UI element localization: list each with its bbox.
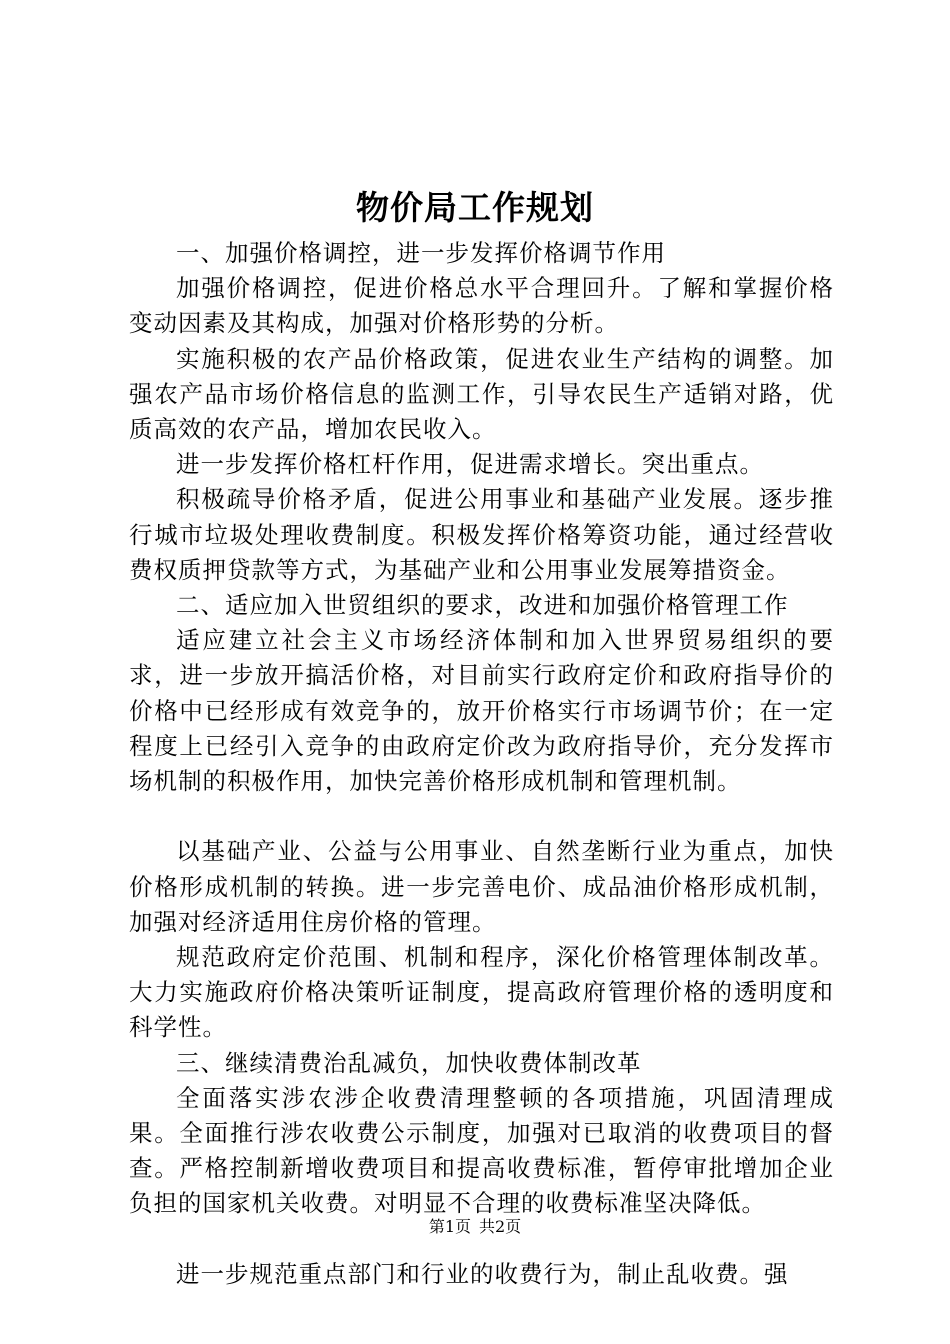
page-total: 共2页 (479, 1217, 522, 1236)
section-heading-2: 二、适应加入世贸组织的要求，改进和加强价格管理工作 (176, 591, 789, 620)
paragraph: 进一步规范重点部门和行业的收费行为，制止乱收费。强 (176, 1259, 789, 1288)
section-heading-3: 三、继续清费治乱减负，加快收费体制改革 (176, 1048, 642, 1077)
page-footer (0, 1216, 950, 1238)
paragraph: 实施积极的农产品价格政策，促进农业生产结构的调整。加强农产品市场价格信息的监测工作，引导农民生产适销对路，优质高效的农产品，增加农民收入。 (129, 344, 834, 444)
paragraph: 以基础产业、公益与公用事业、自然垄断行业为重点，加快价格形成机制的转换。进一步完善电价、成品油价格形成机制，加强对经济适用住房价格的管理。 (129, 837, 834, 936)
paragraph: 适应建立社会主义市场经济体制和加入世界贸易组织的要求，进一步放开搞活价格，对目前实行政府定价和政府指导价的价格中已经形成有效竞争的，放开价格实行市场调节价；在一定程度上已经引入竞争的由政府定价改为政府指导价，充分发挥市场机制的积极作用，加快完善价格形成机制和管理机制。 (129, 626, 834, 796)
paragraph: 规范政府定价范围、机制和程序，深化价格管理体制改革。大力实施政府价格决策听证制度，提高政府管理价格的透明度和科学性。 (129, 943, 834, 1042)
document-title: 物价局工作规划 (356, 188, 594, 227)
page-number: 第1页 (428, 1217, 471, 1236)
paragraph: 加强价格调控，促进价格总水平合理回升。了解和掌握价格变动因素及其构成，加强对价格形势的分析。 (129, 274, 834, 338)
paragraph: 积极疏导价格矛盾，促进公用事业和基础产业发展。逐步推行城市垃圾处理收费制度。积极发挥价格筹资功能，通过经营收费权质押贷款等方式，为基础产业和公用事业发展筹措资金。 (129, 485, 834, 584)
section-heading-1: 一、加强价格调控，进一步发挥价格调节作用 (176, 239, 666, 267)
paragraph: 全面落实涉农涉企收费清理整顿的各项措施，巩固清理成果。全面推行涉农收费公示制度，加强对已取消的收费项目的督查。严格控制新增收费项目和提高收费标准，暂停审批增加企业负担的国家机关收费。对明显不合理的收费标准坚决降低。 (129, 1083, 834, 1218)
document-body (129, 236, 834, 1292)
paragraph: 进一步发挥价格杠杆作用，促进需求增长。突出重点。 (176, 450, 764, 479)
